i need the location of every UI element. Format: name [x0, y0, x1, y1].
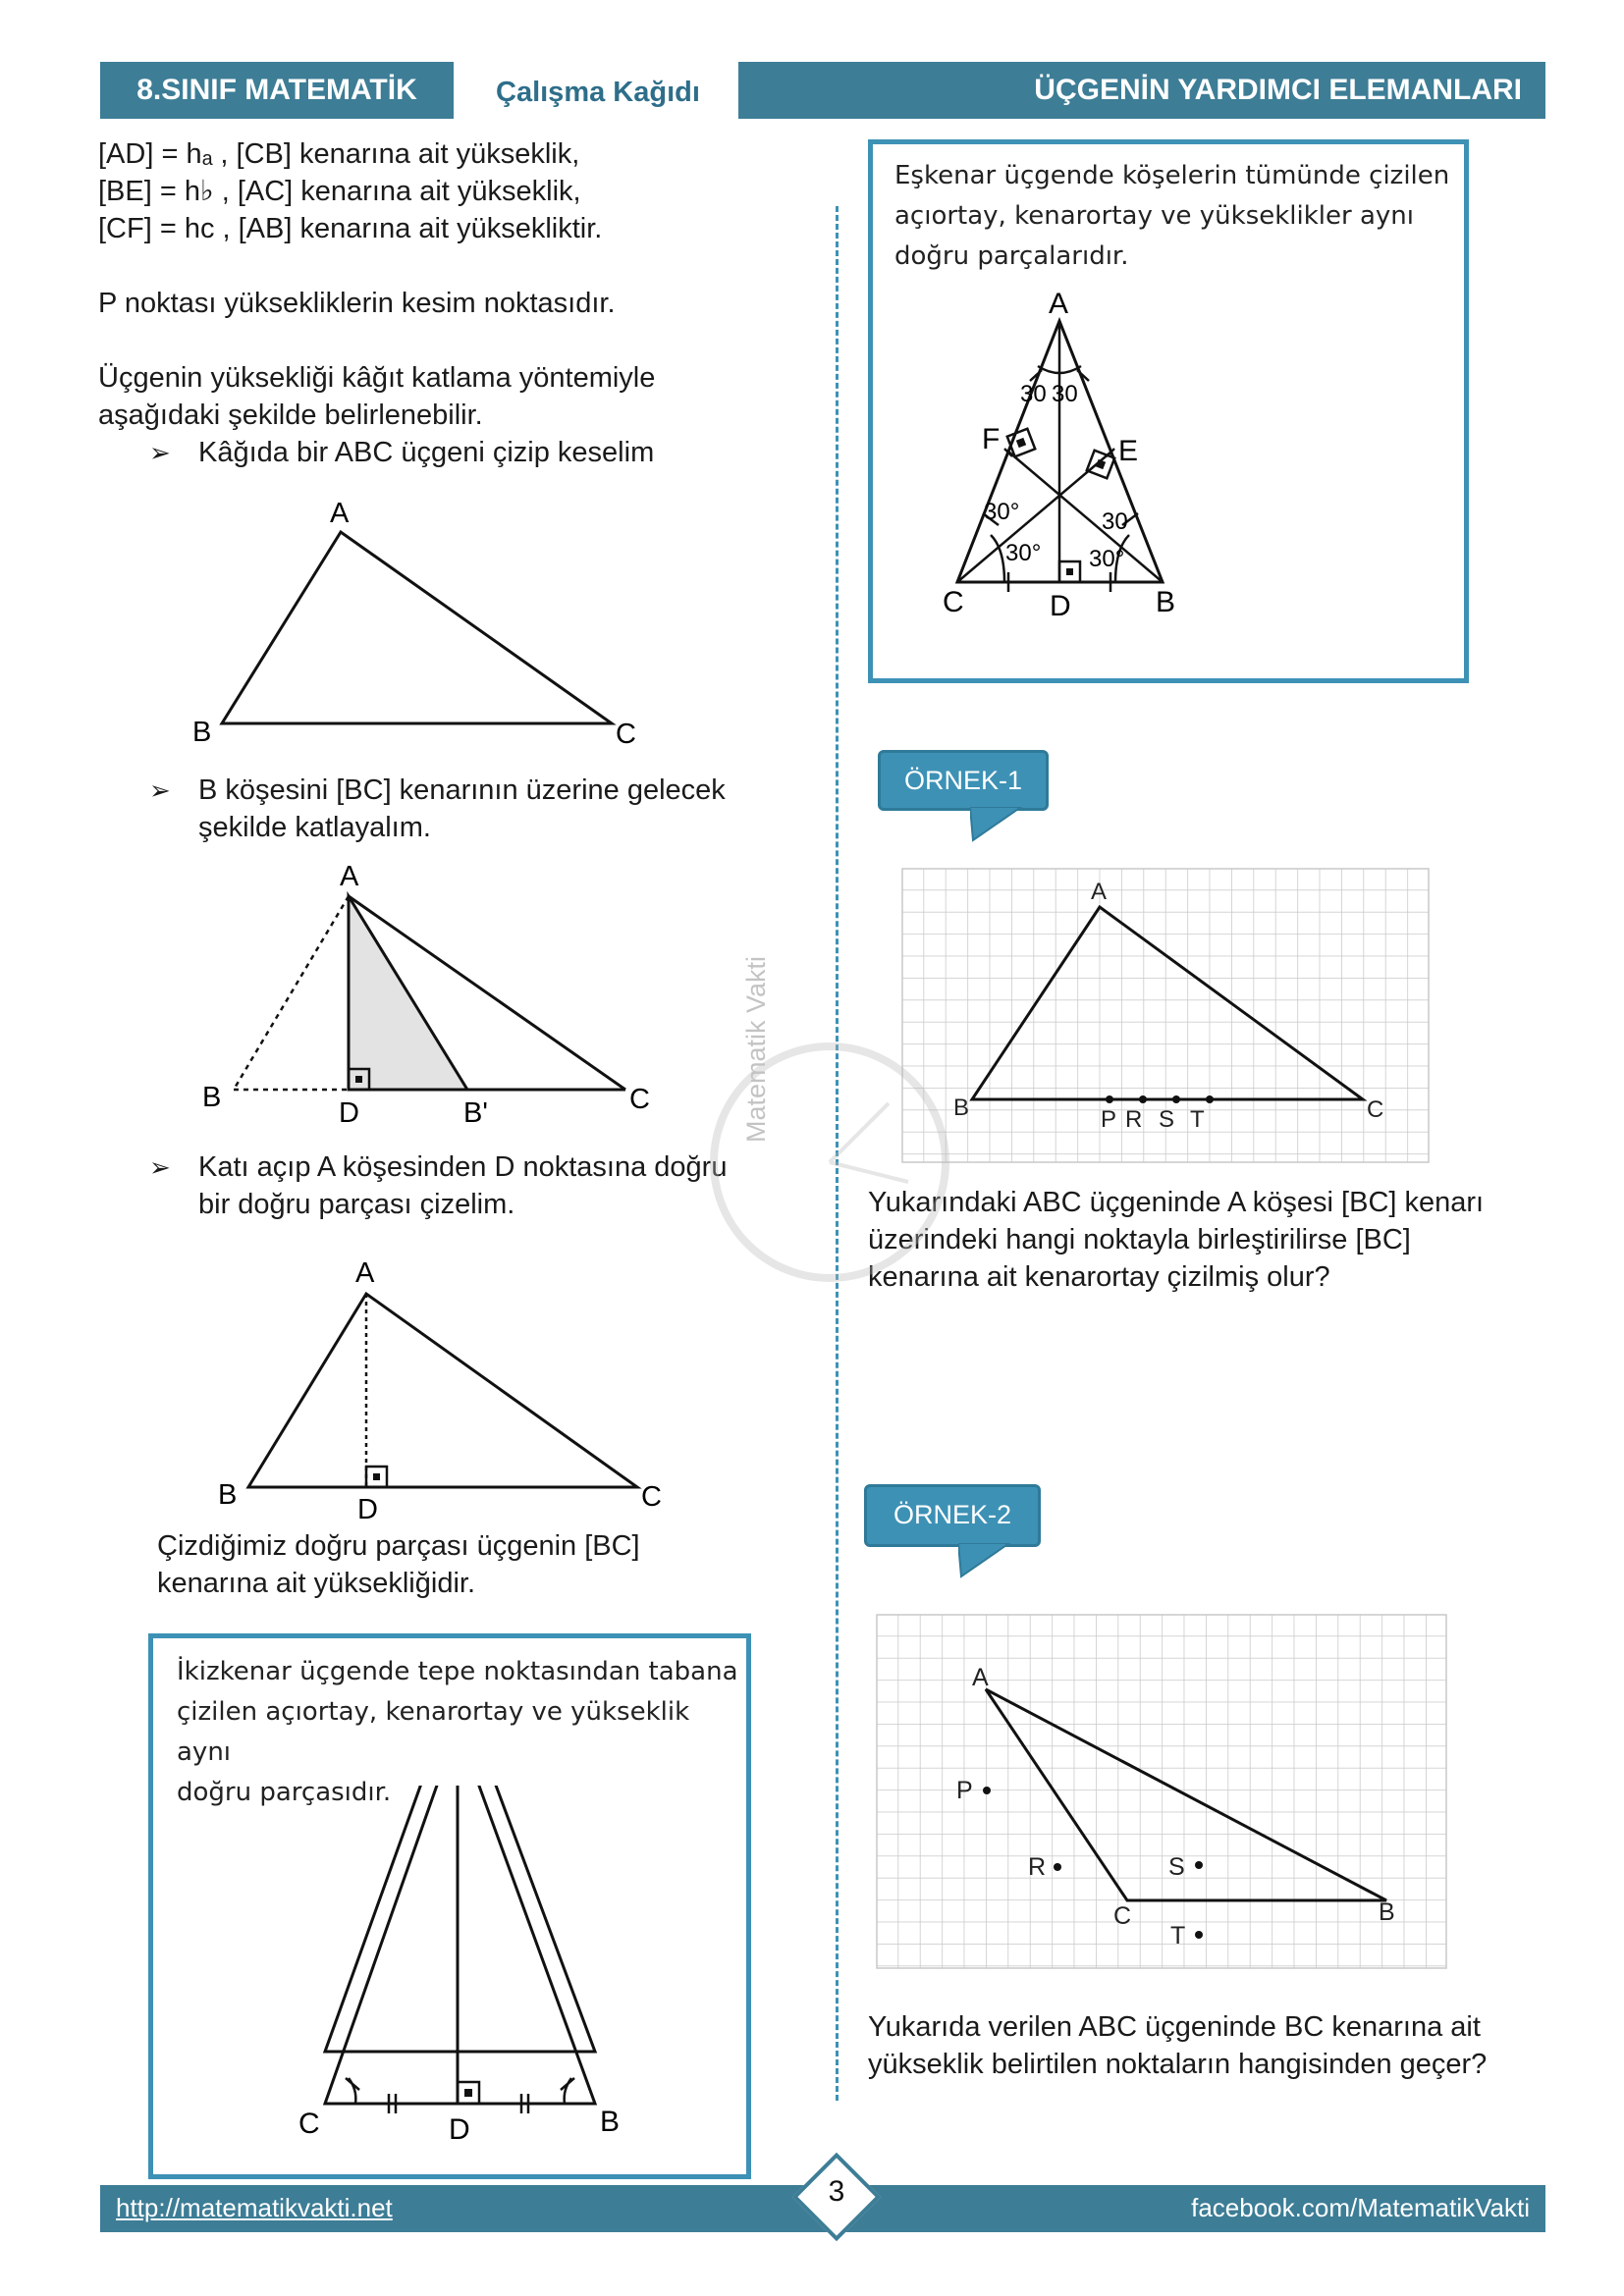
figure-triangle-abc	[177, 491, 668, 756]
ex1-label-c: C	[1367, 1096, 1384, 1123]
ex1-label-r: R	[1125, 1106, 1143, 1133]
ex2-label-b: B	[1379, 1898, 1395, 1926]
example-2-badge: ÖRNEK-2	[864, 1484, 1041, 1547]
eq-label-e: E	[1118, 435, 1139, 467]
footer-website-link[interactable]: http://matematikvakti.net	[116, 2193, 393, 2222]
ex1-label-b: B	[953, 1095, 970, 1121]
header-left-bar	[100, 62, 454, 119]
step-3-text-line-1: Katı açıp A köşesinden D noktasına doğru	[198, 1151, 728, 1183]
isosceles-info-box	[148, 1633, 751, 2179]
fig2-label-a: A	[340, 861, 359, 892]
iso-label-d: D	[449, 2113, 470, 2146]
eq-label-d: D	[1050, 590, 1071, 622]
figure-equilateral-drawing	[873, 144, 1464, 678]
figure-isosceles-drawing	[212, 1786, 683, 2159]
fig1-label-a: A	[330, 498, 350, 529]
step-3	[149, 1148, 727, 1223]
bullet-arrow-icon: ➢	[149, 775, 171, 805]
conclusion-line-2: kenarına ait yüksekliğidir.	[157, 1568, 475, 1599]
header-left-title: 8.SINIF MATEMATİK	[136, 74, 417, 106]
header-right-title: ÜÇGENİN YARDIMCI ELEMANLARI	[1034, 74, 1522, 106]
ex1-label-p: P	[1101, 1106, 1117, 1133]
step-1	[149, 434, 654, 471]
eq-angle-right-upper: 30	[1102, 508, 1128, 535]
bullet-arrow-icon: ➢	[149, 1152, 171, 1182]
figure-altitude-drawn	[196, 1247, 687, 1531]
ex2-label-a: A	[972, 1664, 989, 1691]
page-number: 3	[828, 2175, 845, 2208]
eq-label-a: A	[1049, 288, 1069, 320]
example-2-badge-wrap	[864, 1484, 1041, 1547]
fig3-label-c: C	[641, 1481, 662, 1513]
equilateral-info-box	[868, 139, 1469, 683]
altitude-definition-line-3: [CF] = hᴄ , [AB] kenarına ait yüksekliktir.	[98, 213, 603, 244]
iso-label-b: B	[600, 2106, 621, 2138]
fig2-label-c: C	[629, 1084, 650, 1115]
step-2-text-line-1: B köşesini [BC] kenarının üzerine gelecek	[198, 774, 726, 806]
eq-angle-left-lower: 30°	[1005, 540, 1042, 566]
footer-facebook-text: facebook.com/MatematikVakti	[1191, 2193, 1530, 2222]
fig2-label-b-prime: B'	[463, 1097, 488, 1129]
example-1-badge: ÖRNEK-1	[878, 750, 1049, 811]
example-1-badge-wrap	[878, 750, 1049, 811]
isosceles-text-line-3: doğru parçasıdır.	[177, 1778, 392, 1807]
eq-label-b: B	[1156, 586, 1176, 618]
watermark-logo: Matematik Vakti	[682, 1015, 957, 1309]
example-1-question-line-3: kenarına ait kenarortay çizilmiş olur?	[868, 1261, 1330, 1293]
example-2-grid-figure	[876, 1614, 1447, 1969]
eq-angle-left-upper: 30°	[984, 499, 1020, 525]
fig3-label-b: B	[218, 1479, 238, 1511]
ex1-label-t: T	[1190, 1106, 1205, 1133]
ex1-label-a: A	[1091, 879, 1108, 905]
ex1-label-s: S	[1159, 1106, 1175, 1133]
header-subtitle: Çalışma Kağıdı	[496, 77, 700, 108]
equilateral-text-line-2: açıortay, kenarortay ve yükseklikler aynı	[894, 201, 1414, 231]
example-2-question-line-2: yükseklik belirtilen noktaların hangisinden geçer?	[868, 2049, 1488, 2080]
orthocenter-note: P noktası yüksekliklerin kesim noktasıdır.	[98, 288, 616, 319]
bullet-arrow-icon: ➢	[149, 438, 171, 467]
step-2	[149, 772, 726, 846]
ex2-label-t: T	[1170, 1922, 1186, 1949]
altitude-definition-line-2: [BE] = h♭ , [AC] kenarına ait yükseklik,	[98, 176, 581, 207]
header-right-bar	[738, 62, 1545, 119]
fig3-label-d: D	[357, 1494, 378, 1525]
example-1-question-line-1: Yukarındaki ABC üçgeninde A köşesi [BC] kenarı	[868, 1187, 1485, 1218]
ex2-label-s: S	[1168, 1853, 1185, 1881]
eq-angle-top-left: 30	[1020, 381, 1047, 407]
figure-folded-triangle	[187, 854, 677, 1148]
equilateral-text-line-1: Eşkenar üçgende köşelerin tümünde çizilen	[894, 161, 1450, 190]
watermark-clock-icon	[682, 1015, 957, 1309]
step-3-text-line-2: bir doğru parçası çizelim.	[198, 1189, 515, 1220]
example-2-question-line-1: Yukarıda verilen ABC üçgeninde BC kenarına ait	[868, 2011, 1481, 2043]
fig2-label-b: B	[202, 1082, 222, 1113]
eq-label-f: F	[982, 423, 1001, 455]
fig1-label-b: B	[192, 717, 212, 748]
eq-label-c: C	[943, 586, 964, 618]
ex2-label-c: C	[1113, 1902, 1132, 1930]
eq-angle-top-right: 30	[1052, 381, 1078, 407]
isosceles-text-line-1: İkizkenar üçgende tepe noktasından tabana	[177, 1657, 738, 1686]
fig3-label-a: A	[355, 1257, 375, 1289]
step-2-text-line-2: şekilde katlayalım.	[198, 812, 431, 843]
example-1-grid-figure	[901, 868, 1430, 1164]
step-1-text: Kâğıda bir ABC üçgeni çizip keselim	[198, 437, 655, 468]
fig1-label-c: C	[616, 719, 636, 750]
fig2-label-d: D	[339, 1097, 359, 1129]
altitude-definition-line-1: [AD] = hₐ , [CB] kenarına ait yükseklik,	[98, 138, 580, 170]
equilateral-text-line-3: doğru parçalarıdır.	[894, 241, 1129, 271]
isosceles-text-line-2: çizilen açıortay, kenarortay ve yükseklik aynı	[177, 1697, 690, 1767]
fold-intro-line-1: Üçgenin yüksekliği kâğıt katlama yöntemiyle	[98, 362, 656, 394]
eq-angle-right-lower: 30°	[1089, 546, 1125, 572]
conclusion-line-1: Çizdiğimiz doğru parçası üçgenin [BC]	[157, 1530, 640, 1562]
fold-intro-line-2: aşağıdaki şekilde belirlenebilir.	[98, 400, 483, 431]
example-1-question-line-2: üzerindeki hangi noktayla birleştirilirse [BC]	[868, 1224, 1411, 1255]
badge-pointer-icon	[958, 1543, 1017, 1582]
ex2-label-p: P	[956, 1777, 973, 1804]
badge-pointer-icon	[970, 807, 1029, 846]
ex2-label-r: R	[1028, 1853, 1047, 1881]
iso-label-c: C	[298, 2108, 320, 2140]
